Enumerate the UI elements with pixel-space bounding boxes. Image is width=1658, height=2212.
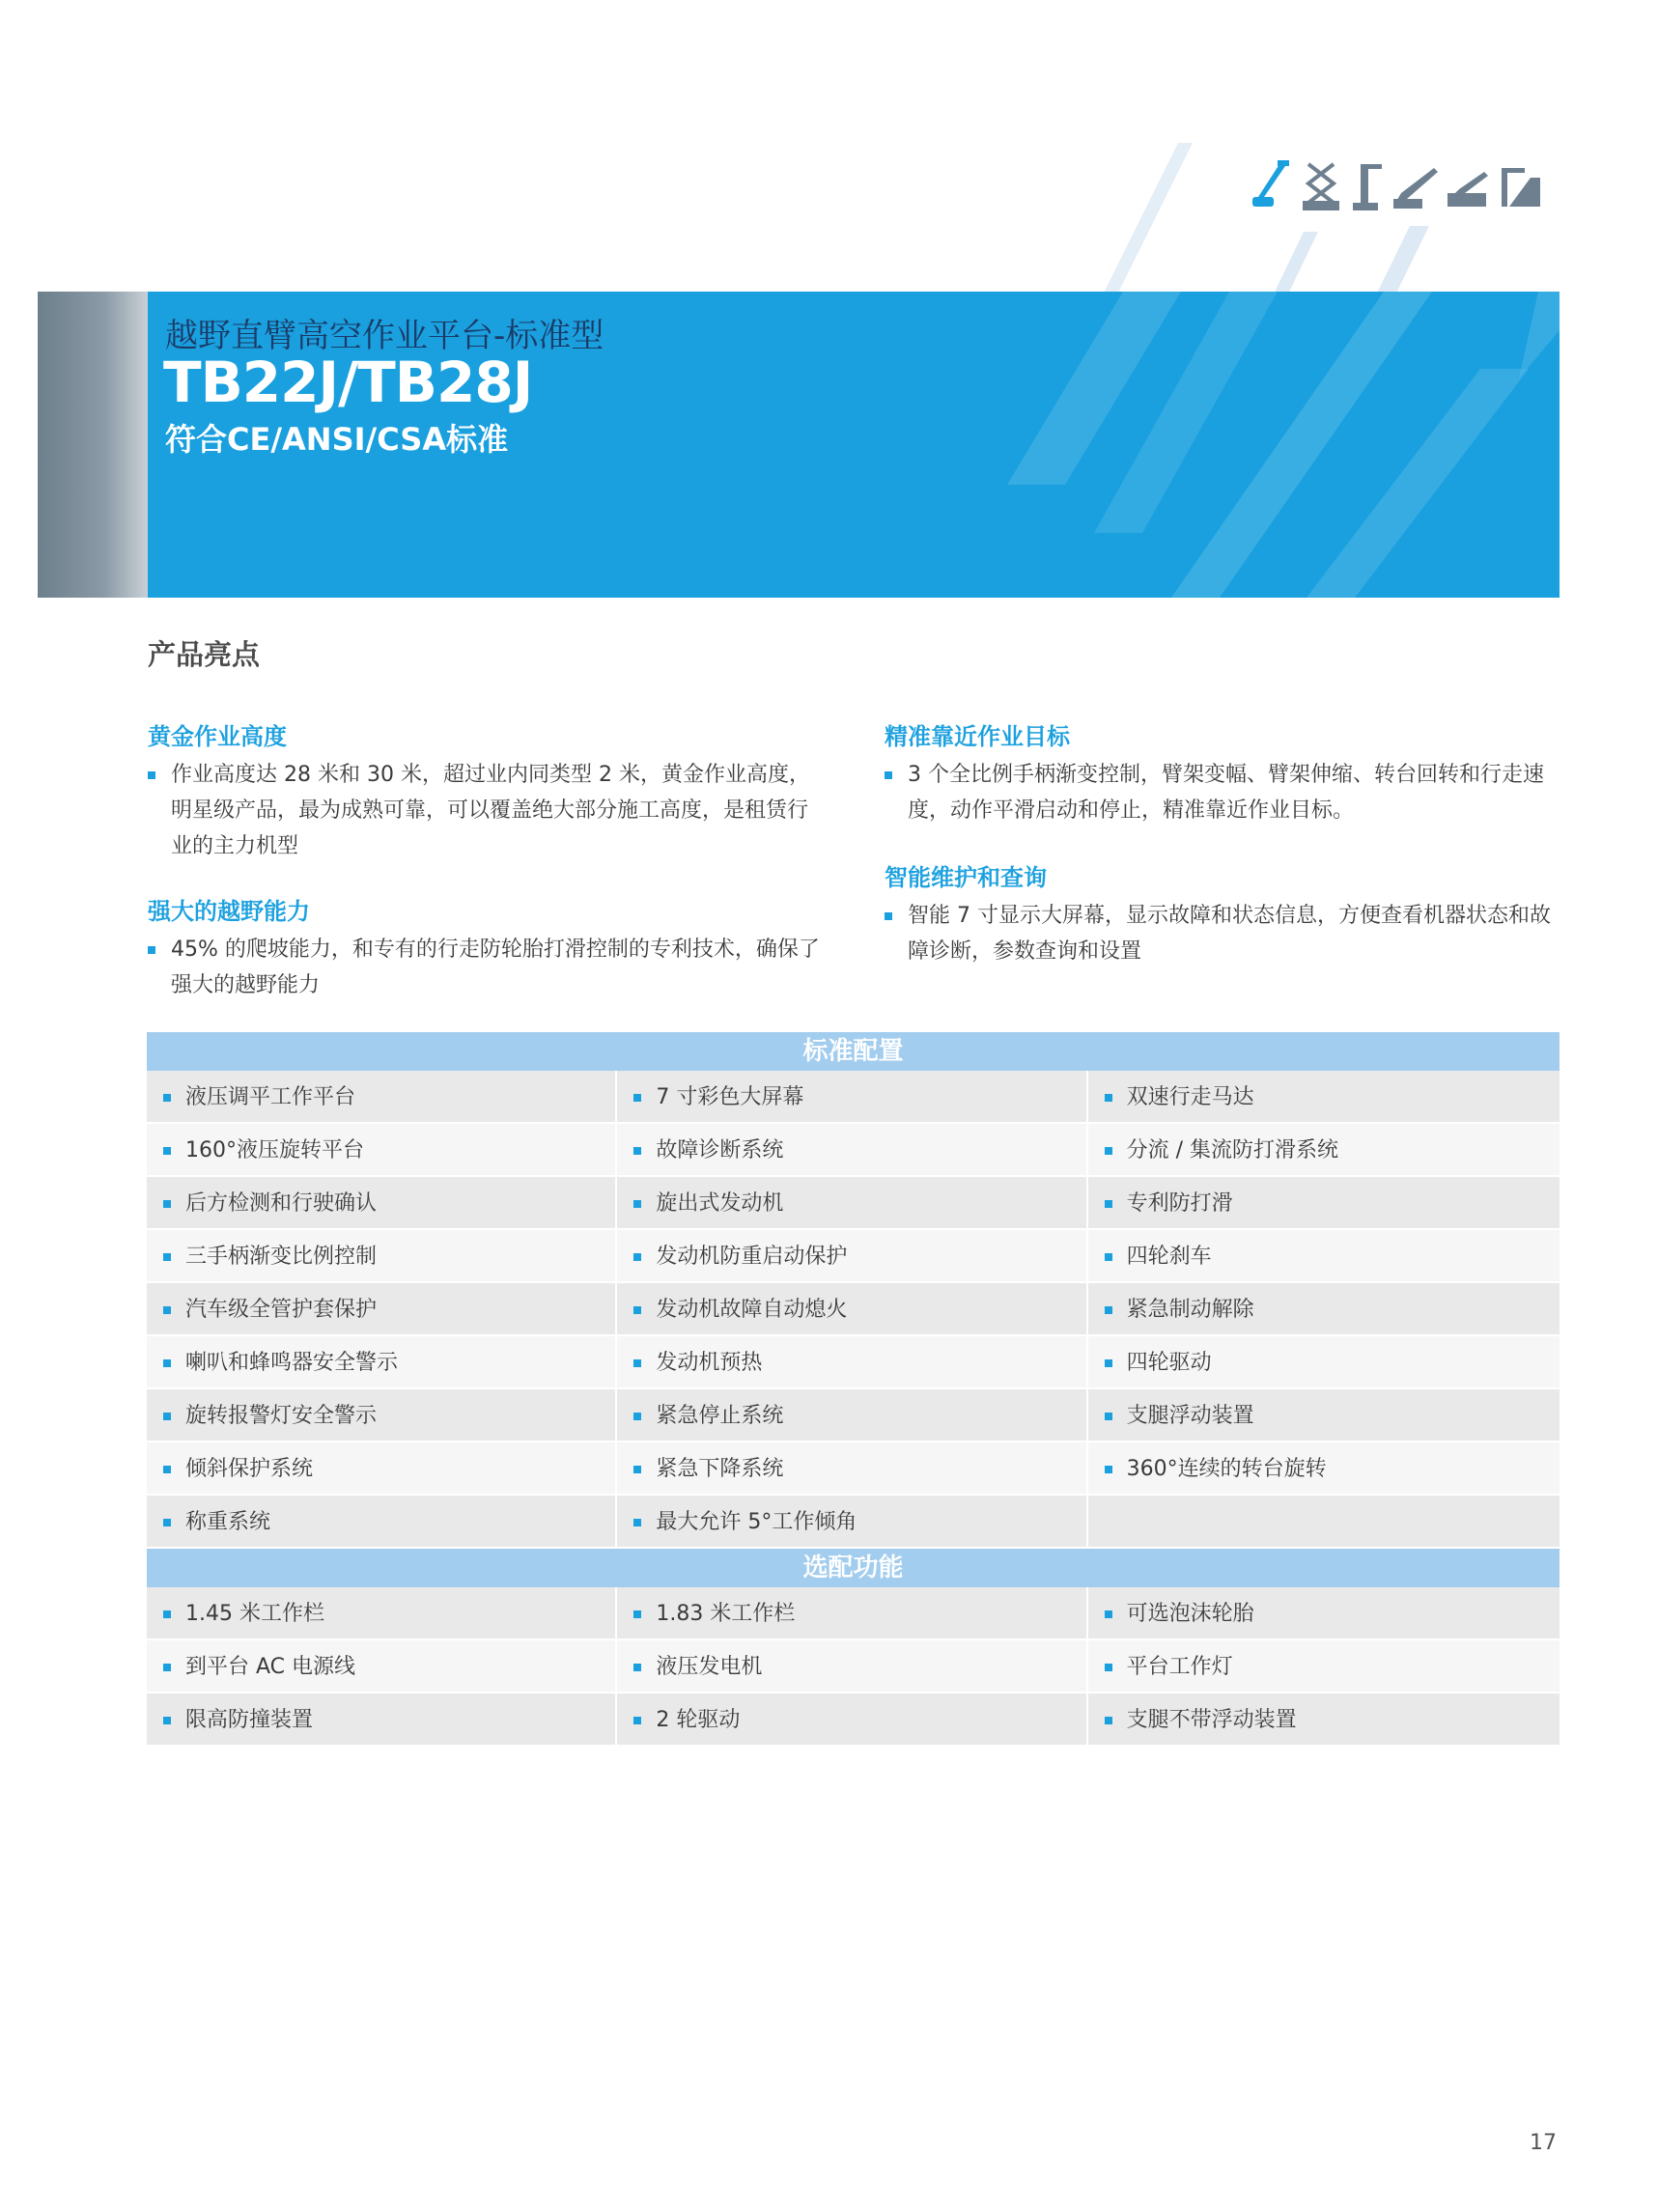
bullet-icon bbox=[1105, 1094, 1112, 1102]
table-cell bbox=[147, 1124, 615, 1177]
bullet-icon bbox=[633, 1664, 641, 1671]
highlight-body: 智能 7 寸显示大屏幕，显示故障和状态信息，方便查看机器状态和故障诊断，参数查询和设置 bbox=[885, 898, 1560, 969]
table-cell bbox=[1088, 1177, 1560, 1230]
table-cell-text: 发动机故障自动熄火 bbox=[656, 1298, 848, 1322]
bullet-icon bbox=[633, 1717, 641, 1724]
table-cell-text: 发动机预热 bbox=[656, 1351, 763, 1375]
bullet-icon bbox=[1105, 1200, 1112, 1208]
bullet-icon bbox=[1105, 1147, 1112, 1155]
highlight-smart-maintenance bbox=[885, 858, 1560, 969]
optional-config-header: 选配功能 bbox=[147, 1549, 1560, 1587]
table-cell-text: 紧急停止系统 bbox=[656, 1404, 784, 1428]
table-cell bbox=[147, 1496, 615, 1549]
highlight-title: 精准靠近作业目标 bbox=[885, 723, 1070, 750]
table-cell bbox=[617, 1587, 1085, 1640]
bullet-icon bbox=[1105, 1253, 1112, 1261]
table-row bbox=[147, 1496, 1560, 1549]
table-cell-text: 发动机防重启动保护 bbox=[656, 1245, 848, 1269]
product-banner bbox=[148, 292, 1560, 598]
table-cell-text: 液压发电机 bbox=[656, 1655, 763, 1679]
table-cell bbox=[147, 1389, 615, 1442]
table-cell bbox=[147, 1442, 615, 1496]
standard-config-rows bbox=[147, 1071, 1560, 1549]
table-cell bbox=[617, 1177, 1085, 1230]
banner-side-accent bbox=[38, 292, 148, 598]
table-cell bbox=[617, 1496, 1085, 1549]
table-cell-text: 最大允许 5°工作倾角 bbox=[656, 1510, 857, 1534]
highlight-body: 作业高度达 28 米和 30 米，超过业内同类型 2 米，黄金作业高度，明星级产品，最为成熟可靠，可以覆盖绝大部分施工高度，是租赁行业的主力机型 bbox=[148, 757, 824, 864]
bullet-icon bbox=[1105, 1359, 1112, 1367]
table-cell-text: 1.83 米工作栏 bbox=[656, 1602, 796, 1626]
table-cell bbox=[1088, 1389, 1560, 1442]
page-number: 17 bbox=[1530, 2131, 1557, 2155]
highlight-golden-height bbox=[148, 717, 824, 864]
table-row bbox=[147, 1587, 1560, 1640]
bullet-icon bbox=[633, 1147, 641, 1155]
table-cell-text: 称重系统 bbox=[185, 1510, 271, 1534]
bullet-icon bbox=[163, 1519, 171, 1526]
table-cell-text: 7 寸彩色大屏幕 bbox=[656, 1085, 804, 1109]
banner-subtitle: 越野直臂高空作业平台-标准型 bbox=[165, 317, 604, 355]
table-cell bbox=[1088, 1124, 1560, 1177]
table-cell bbox=[147, 1694, 615, 1747]
bullet-icon bbox=[163, 1610, 171, 1618]
table-cell-text: 后方检测和行驶确认 bbox=[185, 1191, 378, 1216]
standard-config-header: 标准配置 bbox=[147, 1032, 1560, 1071]
table-cell-text: 汽车级全管护套保护 bbox=[185, 1298, 378, 1322]
bullet-icon bbox=[633, 1253, 641, 1261]
table-row bbox=[147, 1389, 1560, 1442]
bullet-icon bbox=[1105, 1664, 1112, 1671]
table-cell-text: 到平台 AC 电源线 bbox=[185, 1655, 356, 1679]
table-cell bbox=[617, 1283, 1085, 1336]
bullet-icon bbox=[163, 1306, 171, 1314]
bullet-icon bbox=[163, 1717, 171, 1724]
table-row bbox=[147, 1442, 1560, 1496]
table-cell bbox=[617, 1389, 1085, 1442]
table-cell bbox=[147, 1587, 615, 1640]
table-row bbox=[147, 1283, 1560, 1336]
bullet-icon bbox=[633, 1359, 641, 1367]
table-cell bbox=[1088, 1442, 1560, 1496]
table-cell bbox=[1088, 1336, 1560, 1389]
bullet-icon bbox=[633, 1610, 641, 1618]
table-cell bbox=[147, 1177, 615, 1230]
table-cell-text: 紧急下降系统 bbox=[656, 1457, 784, 1481]
config-table bbox=[147, 1032, 1560, 1747]
bullet-icon bbox=[633, 1094, 641, 1102]
table-cell-text: 1.45 米工作栏 bbox=[185, 1602, 324, 1626]
table-cell bbox=[617, 1230, 1085, 1283]
table-row bbox=[147, 1124, 1560, 1177]
table-cell-text: 故障诊断系统 bbox=[656, 1138, 784, 1162]
highlight-body: 3 个全比例手柄渐变控制，臂架变幅、臂架伸缩、转台回转和行走速度，动作平滑启动和停止，精准靠近作业目标。 bbox=[885, 757, 1560, 828]
table-cell bbox=[1088, 1640, 1560, 1694]
table-cell-text: 分流 / 集流防打滑系统 bbox=[1126, 1138, 1339, 1162]
table-cell bbox=[1088, 1587, 1560, 1640]
table-cell bbox=[617, 1640, 1085, 1694]
table-cell-text: 平台工作灯 bbox=[1126, 1655, 1233, 1679]
table-cell bbox=[147, 1230, 615, 1283]
bullet-icon bbox=[163, 1094, 171, 1102]
table-row bbox=[147, 1640, 1560, 1694]
bullet-icon bbox=[633, 1413, 641, 1420]
table-row bbox=[147, 1177, 1560, 1230]
standard-compliance: 符合CE/ANSI/CSA标准 bbox=[165, 421, 509, 458]
table-cell bbox=[617, 1071, 1085, 1124]
table-row bbox=[147, 1694, 1560, 1747]
model-title: TB22J/TB28J bbox=[163, 350, 533, 415]
highlight-body: 45% 的爬坡能力，和专有的行走防轮胎打滑控制的专利技术，确保了强大的越野能力 bbox=[148, 932, 824, 1003]
bullet-icon bbox=[1105, 1413, 1112, 1420]
table-row bbox=[147, 1230, 1560, 1283]
table-cell-text: 紧急制动解除 bbox=[1126, 1298, 1254, 1322]
bullet-icon bbox=[163, 1664, 171, 1671]
table-cell bbox=[147, 1283, 615, 1336]
highlight-offroad bbox=[148, 892, 824, 1003]
bullet-icon bbox=[633, 1200, 641, 1208]
table-cell-text: 支腿不带浮动装置 bbox=[1126, 1708, 1297, 1732]
bullet-icon bbox=[163, 1253, 171, 1261]
table-cell-text: 160°液压旋转平台 bbox=[185, 1138, 364, 1162]
table-cell bbox=[147, 1336, 615, 1389]
table-cell bbox=[147, 1640, 615, 1694]
bullet-icon bbox=[1105, 1466, 1112, 1473]
table-cell bbox=[1088, 1694, 1560, 1747]
table-cell-text: 专利防打滑 bbox=[1126, 1191, 1233, 1216]
highlights-heading: 产品亮点 bbox=[148, 638, 261, 671]
bullet-icon bbox=[163, 1359, 171, 1367]
optional-config-rows bbox=[147, 1587, 1560, 1747]
table-cell-text: 液压调平工作平台 bbox=[185, 1085, 356, 1109]
table-cell bbox=[1088, 1230, 1560, 1283]
table-cell-text: 四轮驱动 bbox=[1126, 1351, 1212, 1375]
bullet-icon bbox=[163, 1413, 171, 1420]
table-cell bbox=[617, 1694, 1085, 1747]
bullet-icon bbox=[1105, 1717, 1112, 1724]
bullet-icon bbox=[1105, 1306, 1112, 1314]
table-cell-text: 限高防撞装置 bbox=[185, 1708, 314, 1732]
table-cell-text: 旋出式发动机 bbox=[656, 1191, 784, 1216]
table-cell bbox=[617, 1442, 1085, 1496]
table-cell bbox=[617, 1124, 1085, 1177]
table-cell bbox=[1088, 1071, 1560, 1124]
highlight-title: 强大的越野能力 bbox=[148, 898, 310, 925]
table-cell-text: 四轮刹车 bbox=[1126, 1245, 1212, 1269]
bullet-icon bbox=[1105, 1610, 1112, 1618]
highlight-title: 智能维护和查询 bbox=[885, 864, 1047, 891]
table-cell-text: 三手柄渐变比例控制 bbox=[185, 1245, 378, 1269]
table-cell bbox=[147, 1071, 615, 1124]
bullet-icon bbox=[633, 1519, 641, 1526]
table-cell-text: 360°连续的转台旋转 bbox=[1126, 1457, 1327, 1481]
bullet-icon bbox=[163, 1466, 171, 1473]
table-row bbox=[147, 1071, 1560, 1124]
table-cell-text: 双速行走马达 bbox=[1126, 1085, 1254, 1109]
table-cell bbox=[617, 1336, 1085, 1389]
table-cell-text: 喇叭和蜂鸣器安全警示 bbox=[185, 1351, 399, 1375]
table-cell bbox=[1088, 1283, 1560, 1336]
table-cell-text: 可选泡沫轮胎 bbox=[1126, 1602, 1254, 1626]
bullet-icon bbox=[633, 1306, 641, 1314]
bullet-icon bbox=[163, 1200, 171, 1208]
bullet-icon bbox=[163, 1147, 171, 1155]
table-cell bbox=[1088, 1496, 1560, 1549]
highlight-precision bbox=[885, 717, 1560, 828]
table-cell-text: 支腿浮动装置 bbox=[1126, 1404, 1254, 1428]
table-cell-text: 旋转报警灯安全警示 bbox=[185, 1404, 378, 1428]
table-cell-text: 2 轮驱动 bbox=[656, 1708, 741, 1732]
bullet-icon bbox=[633, 1466, 641, 1473]
table-row bbox=[147, 1336, 1560, 1389]
highlight-title: 黄金作业高度 bbox=[148, 723, 287, 750]
table-cell-text: 倾斜保护系统 bbox=[185, 1457, 314, 1481]
